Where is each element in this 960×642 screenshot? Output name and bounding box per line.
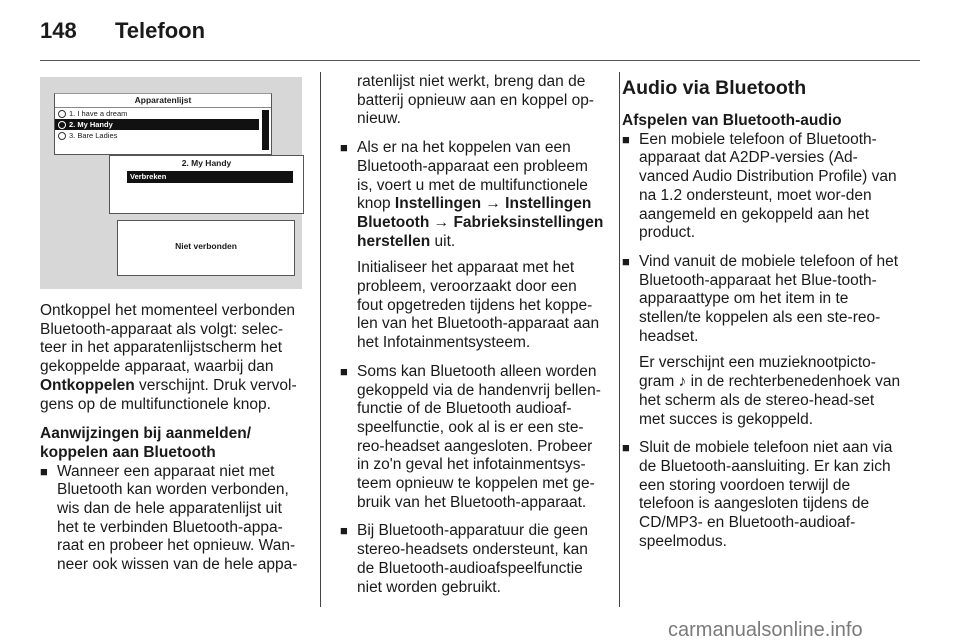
column-2: [340, 73, 605, 607]
radio-icon: [58, 110, 66, 118]
device-list-item-selected: 2. My Handy: [55, 119, 259, 130]
section-heading: Audio via Bluetooth: [622, 77, 807, 99]
list-item: ■ Vind vanuit de mobiele telefoon of het Bluetooth-apparaat het Blue-tooth-apparaattype om het item in te stellen/te koppelen als een ste-reo-headset. Er verschijnt een muzieknootpicto-gram ♪ in de rechterbenedenhoek van het scherm als de stereo-head-set met succes is gekoppeld.: [622, 252, 901, 428]
bullet-icon: ■: [622, 440, 630, 456]
bullet-icon: ■: [622, 131, 630, 147]
bullet-icon: ■: [340, 363, 348, 379]
status-message: Niet verbonden: [175, 241, 237, 251]
device-list-title: Apparatenlijst: [55, 94, 271, 108]
list-item: ■ Wanneer een apparaat niet met Bluetooth kan worden verbonden, wis dan de hele apparatenlijst uit het te verbinden Bluetooth-appa-raat en probeer het opnieuw. Wan-neer ook wissen van de hele appa-: [40, 462, 298, 574]
page-title: Telefoon: [115, 18, 206, 43]
radio-icon: [58, 132, 66, 140]
page-number: 148: [40, 18, 77, 43]
device-menu-panel: [109, 155, 304, 214]
column-divider-2: [619, 72, 620, 607]
column-divider-1: [320, 72, 321, 607]
intro-paragraph: Ontkoppel het momenteel verbonden Bluetooth-apparaat als volgt: selec-teer in het apparatenlijstscherm het gekoppelde apparaat, waarbij dan Ontkoppelen verschijnt. Druk vervol-gens op de multifunctionele knop.: [40, 302, 297, 413]
bullet-icon: ■: [340, 523, 348, 539]
list-item: ■ Een mobiele telefoon of Bluetooth-apparaat dat A2DP-versies (Ad-vanced Audio Distribution Profile) van na 1.2 ondersteunt, moet wor-den aangemeld en gekoppeld aan het product.: [622, 130, 897, 242]
disconnect-option: Verbreken: [127, 171, 293, 183]
subheading-bluetooth-audio: Afspelen van Bluetooth-audio: [622, 112, 842, 129]
device-list-panel: [54, 93, 272, 155]
bullet-icon: ■: [40, 463, 48, 479]
column-3: [622, 77, 904, 561]
device-list-item: 1. I have a dream: [55, 108, 271, 119]
radio-selected-icon: [58, 121, 66, 129]
list-item: ■ Soms kan Bluetooth alleen worden gekoppeld via de handenvrij bellen-functie of de Bluetooth audioaf-speelfunctie, ook al is er een ste-reo-headset aangesloten. Probeer in zo'n geval het infotainmentsys-teem opnieuw te koppelen met ge-bruik van het Bluetooth-apparaat.: [340, 362, 601, 511]
list-item: ■ Bij Bluetooth-apparatuur die geen stereo-headsets ondersteunt, kan de Bluetooth-audioafspeelfunctie niet worden gebruikt.: [340, 522, 588, 596]
list-item-continued: ratenlijst niet werkt, breng dan de batterij opnieuw aan en koppel op-nieuw.: [357, 73, 594, 128]
scrollbar: [262, 110, 269, 150]
page-header: [0, 0, 960, 60]
status-panel: [117, 220, 295, 276]
bullet-icon: ■: [340, 140, 348, 156]
list-item: ■ Als er na het koppelen van een Bluetooth-apparaat een probleem is, voert u met de multifunctionele knop Instellingen → Instellingen Bluetooth → Fabrieksinstellingen herstellen uit. Initialiseer het apparaat met het probleem, veroorzaakt door een fout opgetreden tijdens het koppe-len van het Bluetooth-apparaat aan het Infotainmentsysteem.: [340, 139, 604, 352]
column-1: [40, 302, 305, 585]
screen-illustration: [40, 77, 302, 289]
header-divider: [40, 60, 920, 61]
watermark: carmanualsonline.info: [668, 619, 863, 641]
subheading-pairing-tips: Aanwijzingen bij aanmelden/ koppelen aan Bluetooth: [40, 425, 252, 461]
list-item: ■ Sluit de mobiele telefoon niet aan via de Bluetooth-aansluiting. Er kan zich een storing voordoen terwijl de telefoon is aangesloten tijdens de CD/MP3- en Bluetooth-audioaf-speelmodus.: [622, 439, 893, 550]
device-menu-title: 2. My Handy: [181, 158, 232, 168]
device-list-item: 3. Bare Ladies: [55, 130, 271, 141]
bullet-icon: ■: [622, 253, 630, 269]
